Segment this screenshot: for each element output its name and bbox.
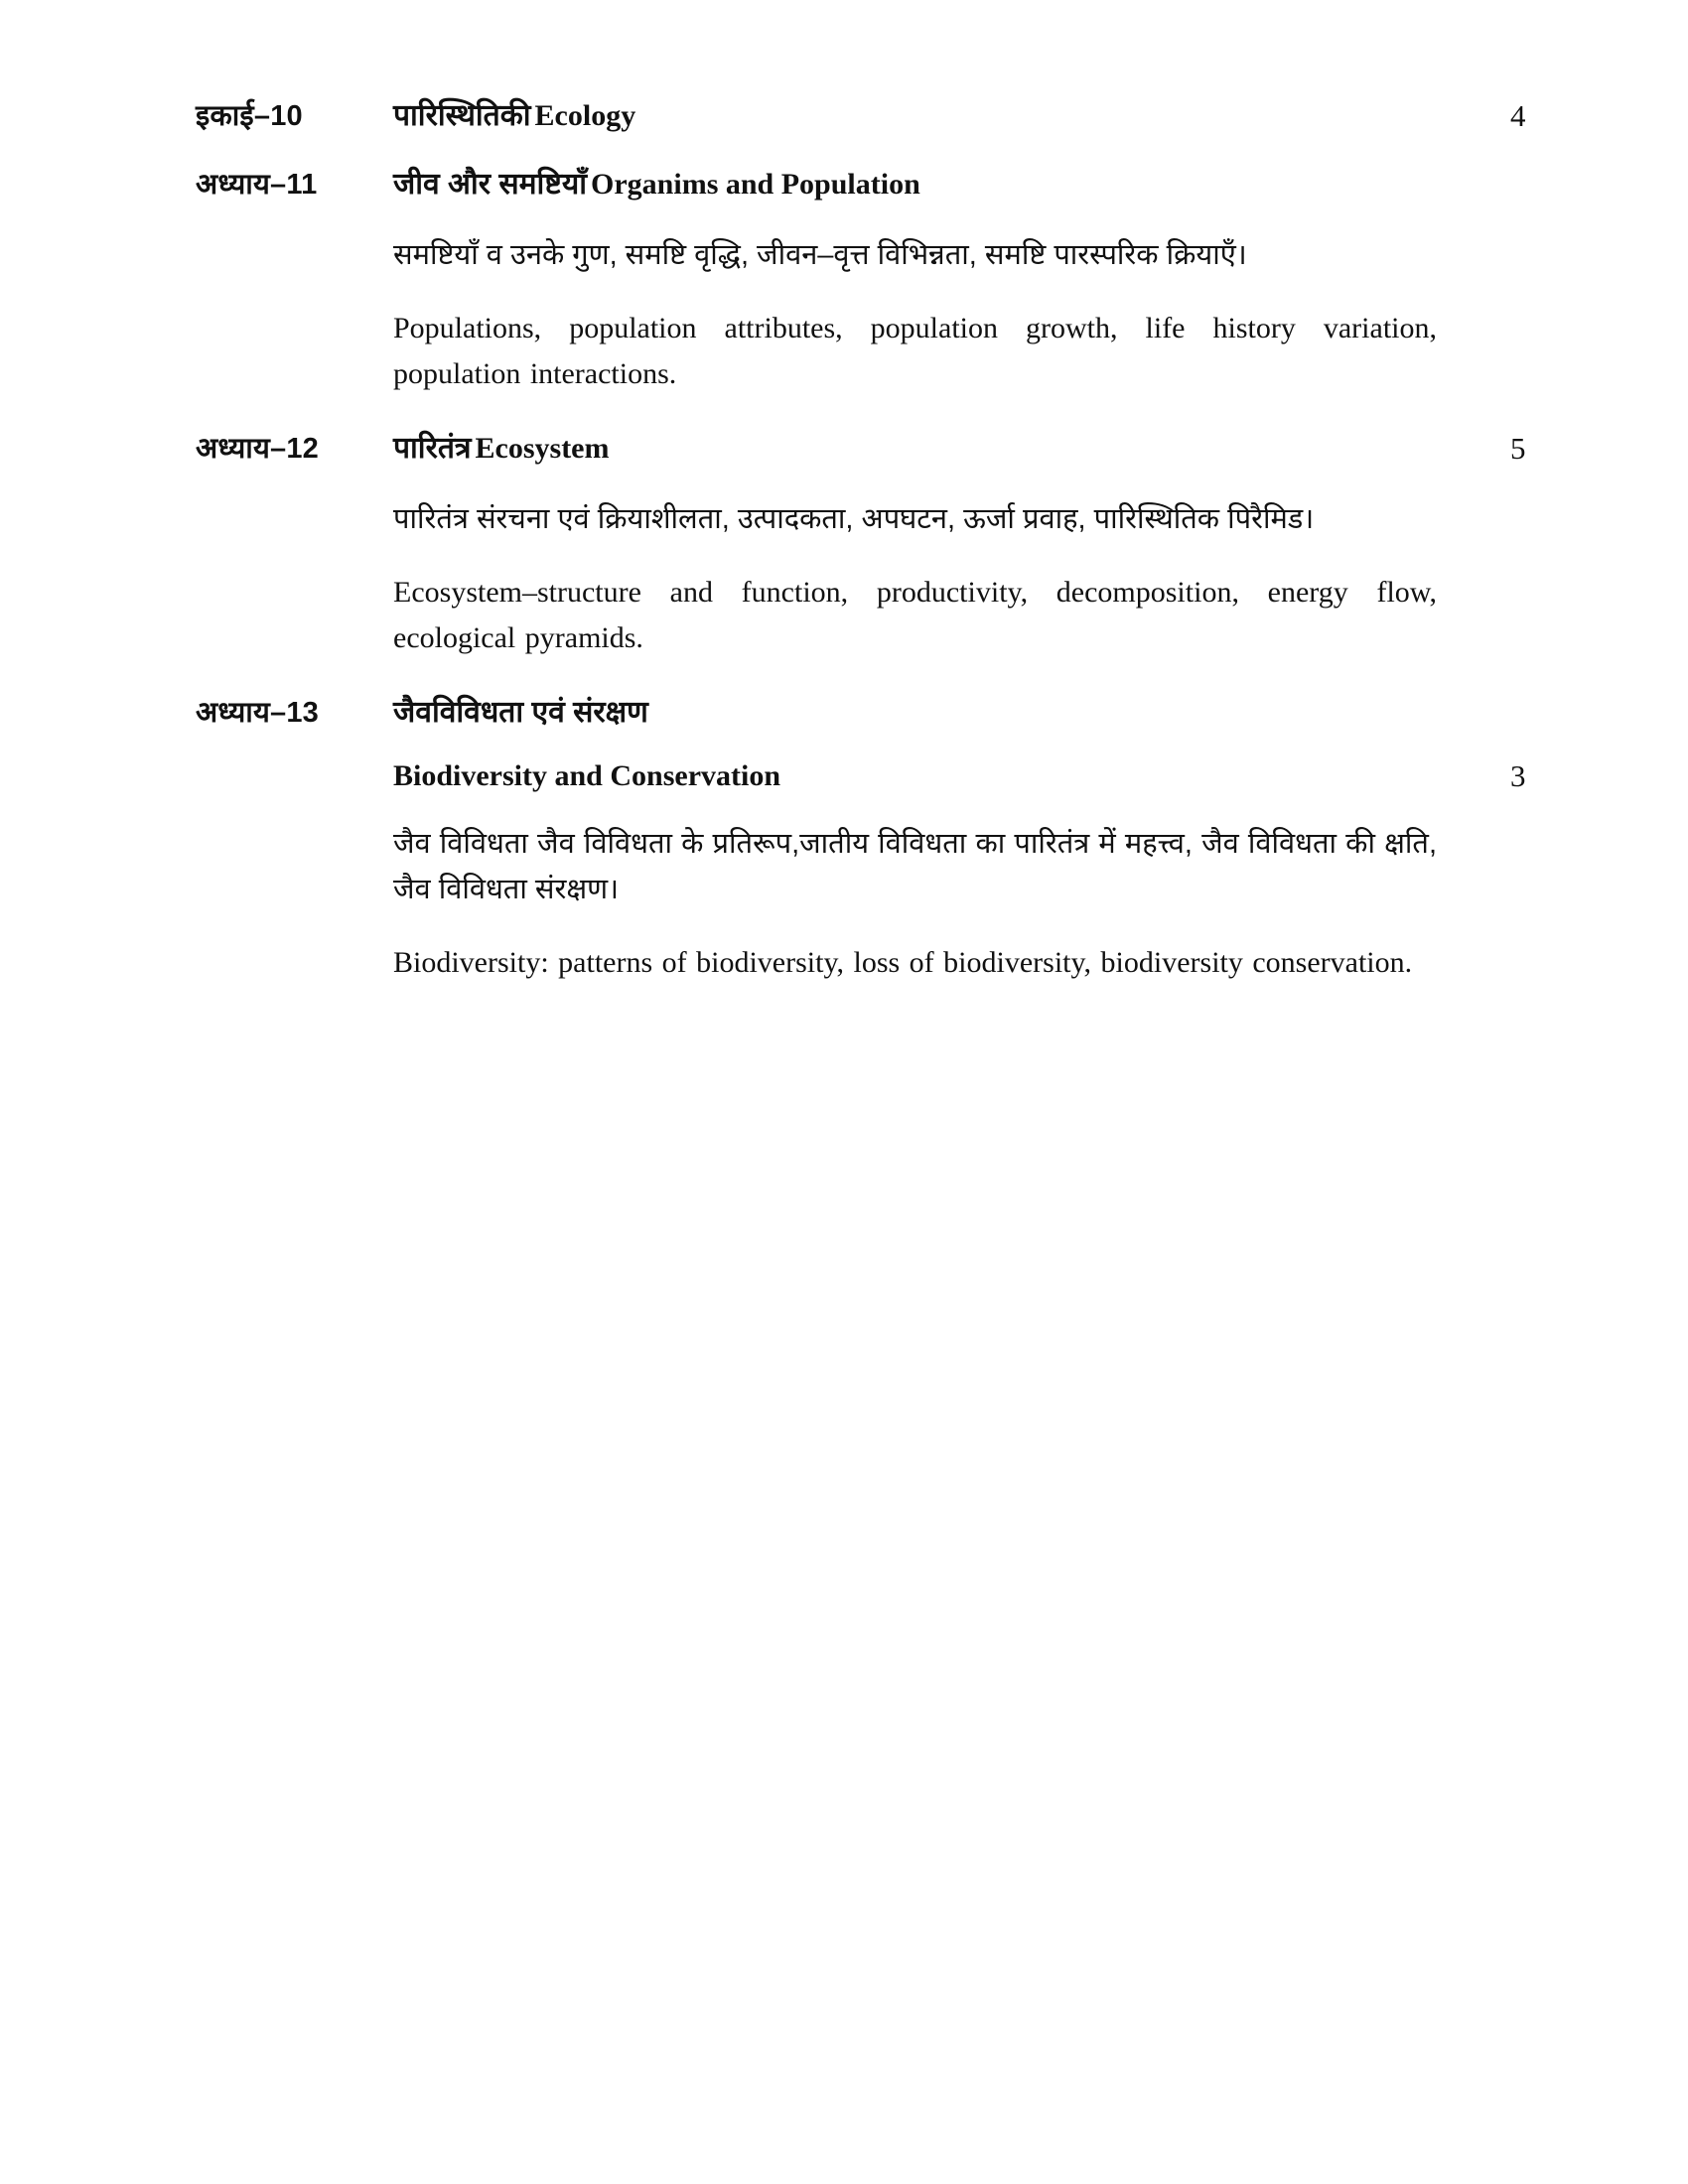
chapter-13-title-hindi: जैवविविधता एवं संरक्षण xyxy=(393,696,648,729)
chapter-13-english-title-row xyxy=(196,755,1688,797)
chapter-11-title-hindi: जीव और समष्टियाँ xyxy=(393,168,588,201)
chapter-12-paragraph-hindi: पारितंत्र संरचना एवं क्रियाशीलता, उत्पादकता, अपघटन, ऊर्जा प्रवाह, पारिस्थितिक पिरैमिड। xyxy=(393,503,1315,535)
unit-10-row xyxy=(196,95,1688,137)
chapter-12-paragraph-english: Ecosystem–structure and function, productivity, decomposition, energy flow, ecological pyramids. xyxy=(393,576,1437,654)
unit-10-title-english: Ecology xyxy=(534,99,636,132)
chapter-13-paragraph-english: Biodiversity: patterns of biodiversity, loss of biodiversity, biodiversity conservation. xyxy=(393,946,1413,979)
chapter-11-paragraph-hindi: समष्टियाँ व उनके गुण, समष्टि वृद्धि, जीवन–वृत्त विभिन्नता, समष्टि पारस्परिक क्रियाएँ। xyxy=(393,239,1247,271)
unit-10-title-hindi: पारिस्थितिकी xyxy=(393,99,531,132)
unit-10-title xyxy=(393,95,1437,137)
chapter-12-marks: 5 xyxy=(1510,431,1526,466)
chapter-11-hindi-para-row xyxy=(196,232,1688,278)
chapter-13-paragraph-hindi: जैव विविधता जैव विविधता के प्रतिरूप,जातीय विविधता का पारितंत्र में महत्त्व, जैव विविधता की क्षति, जैव विविधता संरक्षण। xyxy=(393,828,1437,905)
syllabus-content xyxy=(196,95,1688,1013)
chapter-13-title-english: Biodiversity and Conservation xyxy=(393,759,781,792)
chapter-13-english-para-row xyxy=(196,940,1688,986)
chapter-11-label: अध्याय–11 xyxy=(196,169,318,201)
chapter-12-title-hindi: पारितंत्र xyxy=(393,432,472,465)
chapter-11-english-para-row xyxy=(196,306,1688,397)
unit-10-marks: 4 xyxy=(1510,98,1526,133)
chapter-11-title xyxy=(393,164,1437,205)
chapter-12-title-english: Ecosystem xyxy=(475,432,610,465)
chapter-11-row xyxy=(196,164,1688,205)
chapter-13-marks: 3 xyxy=(1510,758,1526,793)
chapter-11-title-english: Organims and Population xyxy=(591,168,920,201)
chapter-13-hindi-para-row xyxy=(196,821,1688,912)
chapter-12-hindi-para-row xyxy=(196,496,1688,542)
chapter-13-label: अध्याय–13 xyxy=(196,697,319,729)
chapter-13-row xyxy=(196,692,1688,734)
chapter-12-label: अध्याय–12 xyxy=(196,433,319,465)
chapter-13-title xyxy=(393,692,1437,734)
chapter-12-row xyxy=(196,428,1688,470)
unit-10-label: इकाई–10 xyxy=(196,100,303,132)
chapter-12-title xyxy=(393,428,1437,470)
chapter-12-english-para-row xyxy=(196,570,1688,661)
chapter-11-paragraph-english: Populations, population attributes, population growth, life history variation, population interactions. xyxy=(393,312,1437,390)
